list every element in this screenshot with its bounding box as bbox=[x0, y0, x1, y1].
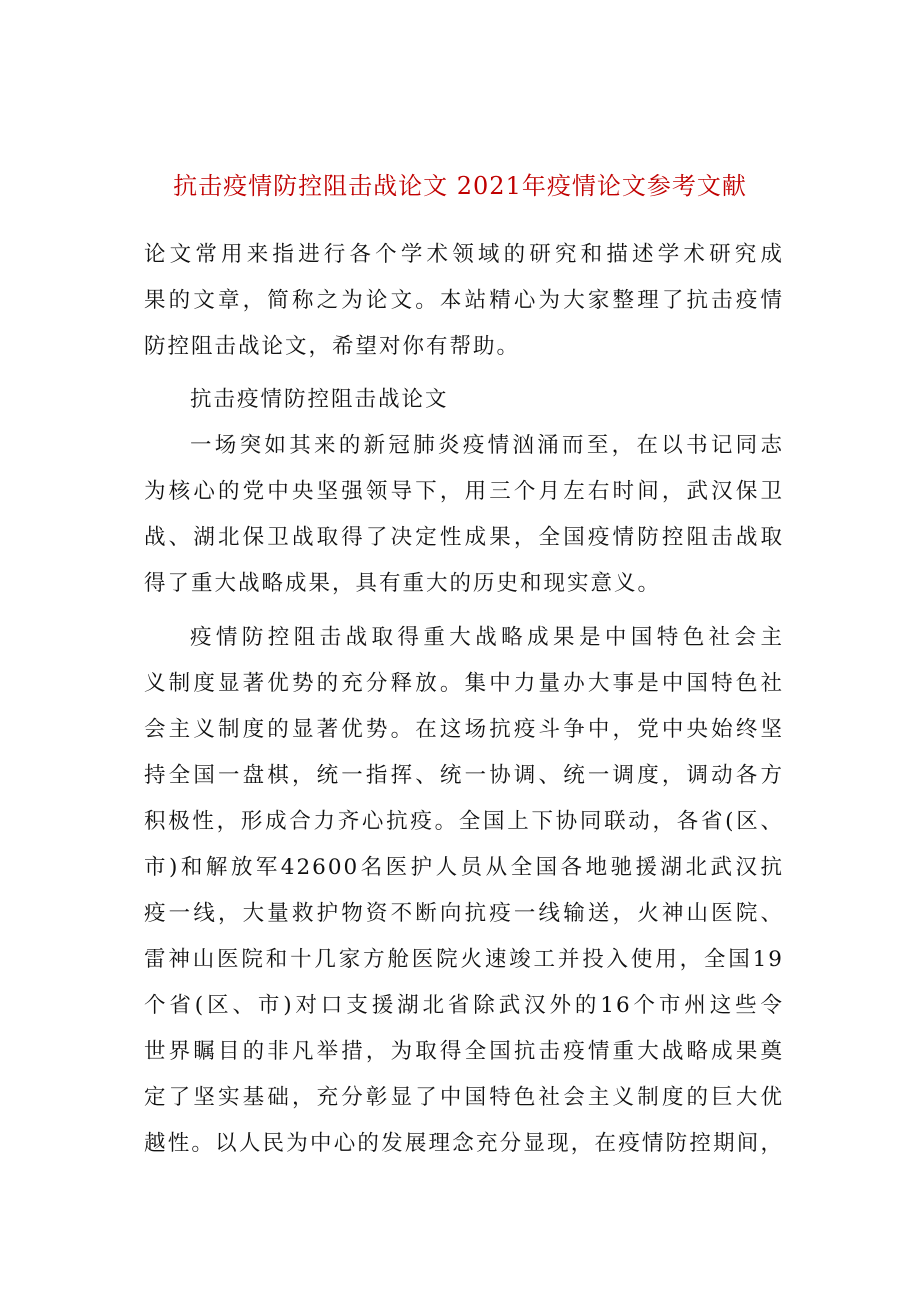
paragraph-2 bbox=[144, 615, 784, 1167]
paragraph-line: 定了坚实基础，充分彰显了中国特色社会主义制度的巨大优 bbox=[144, 1085, 784, 1110]
document-title: 抗击疫情防控阻击战论文 2021年疫情论文参考文献 bbox=[173, 172, 747, 200]
paragraph-line: 战、湖北保卫战取得了决定性成果，全国疫情防控阻击战取 bbox=[144, 525, 784, 550]
paragraph-1 bbox=[144, 423, 784, 607]
paragraph-line: 持全国一盘棋，统一指挥、统一协调、统一调度，调动各方 bbox=[144, 763, 784, 788]
intro-line: 防控阻击战论文，希望对你有帮助。 bbox=[144, 334, 521, 359]
paragraph-line: 为核心的党中央坚强领导下，用三个月左右时间，武汉保卫 bbox=[144, 479, 784, 504]
intro-paragraph bbox=[144, 232, 784, 370]
paragraph-line: 会主义制度的显著优势。在这场抗疫斗争中，党中央始终坚 bbox=[144, 717, 784, 742]
intro-line: 果的文章，简称之为论文。本站精心为大家整理了抗击疫情 bbox=[144, 288, 784, 313]
paragraph-line: 得了重大战略成果，具有重大的历史和现实意义。 bbox=[144, 571, 662, 596]
subheading-block bbox=[144, 377, 784, 423]
paragraph-line: 一场突如其来的新冠肺炎疫情汹涌而至，在以书记同志 bbox=[190, 433, 784, 458]
paragraph-line: 积极性，形成合力齐心抗疫。全国上下协同联动，各省(区、 bbox=[144, 809, 784, 834]
paragraph-line: 个省(区、市)对口支援湖北省除武汉外的16个市州这些令 bbox=[144, 993, 784, 1018]
paragraph-line: 雷神山医院和十几家方舱医院火速竣工并投入使用，全国19 bbox=[144, 947, 784, 972]
paragraph-line: 世界瞩目的非凡举措，为取得全国抗击疫情重大战略成果奠 bbox=[144, 1039, 784, 1064]
paragraph-line: 疫一线，大量救护物资不断向抗疫一线输送，火神山医院、 bbox=[144, 901, 784, 926]
section-subheading: 抗击疫情防控阻击战论文 bbox=[190, 387, 449, 412]
paragraph-line: 义制度显著优势的充分释放。集中力量办大事是中国特色社 bbox=[144, 671, 784, 696]
paragraph-line: 市)和解放军42600名医护人员从全国各地驰援湖北武汉抗 bbox=[144, 855, 784, 880]
intro-line: 论文常用来指进行各个学术领域的研究和描述学术研究成 bbox=[144, 242, 784, 267]
paragraph-line: 越性。以人民为中心的发展理念充分显现，在疫情防控期间， bbox=[144, 1131, 784, 1156]
paragraph-line: 疫情防控阻击战取得重大战略成果是中国特色社会主 bbox=[190, 625, 784, 650]
